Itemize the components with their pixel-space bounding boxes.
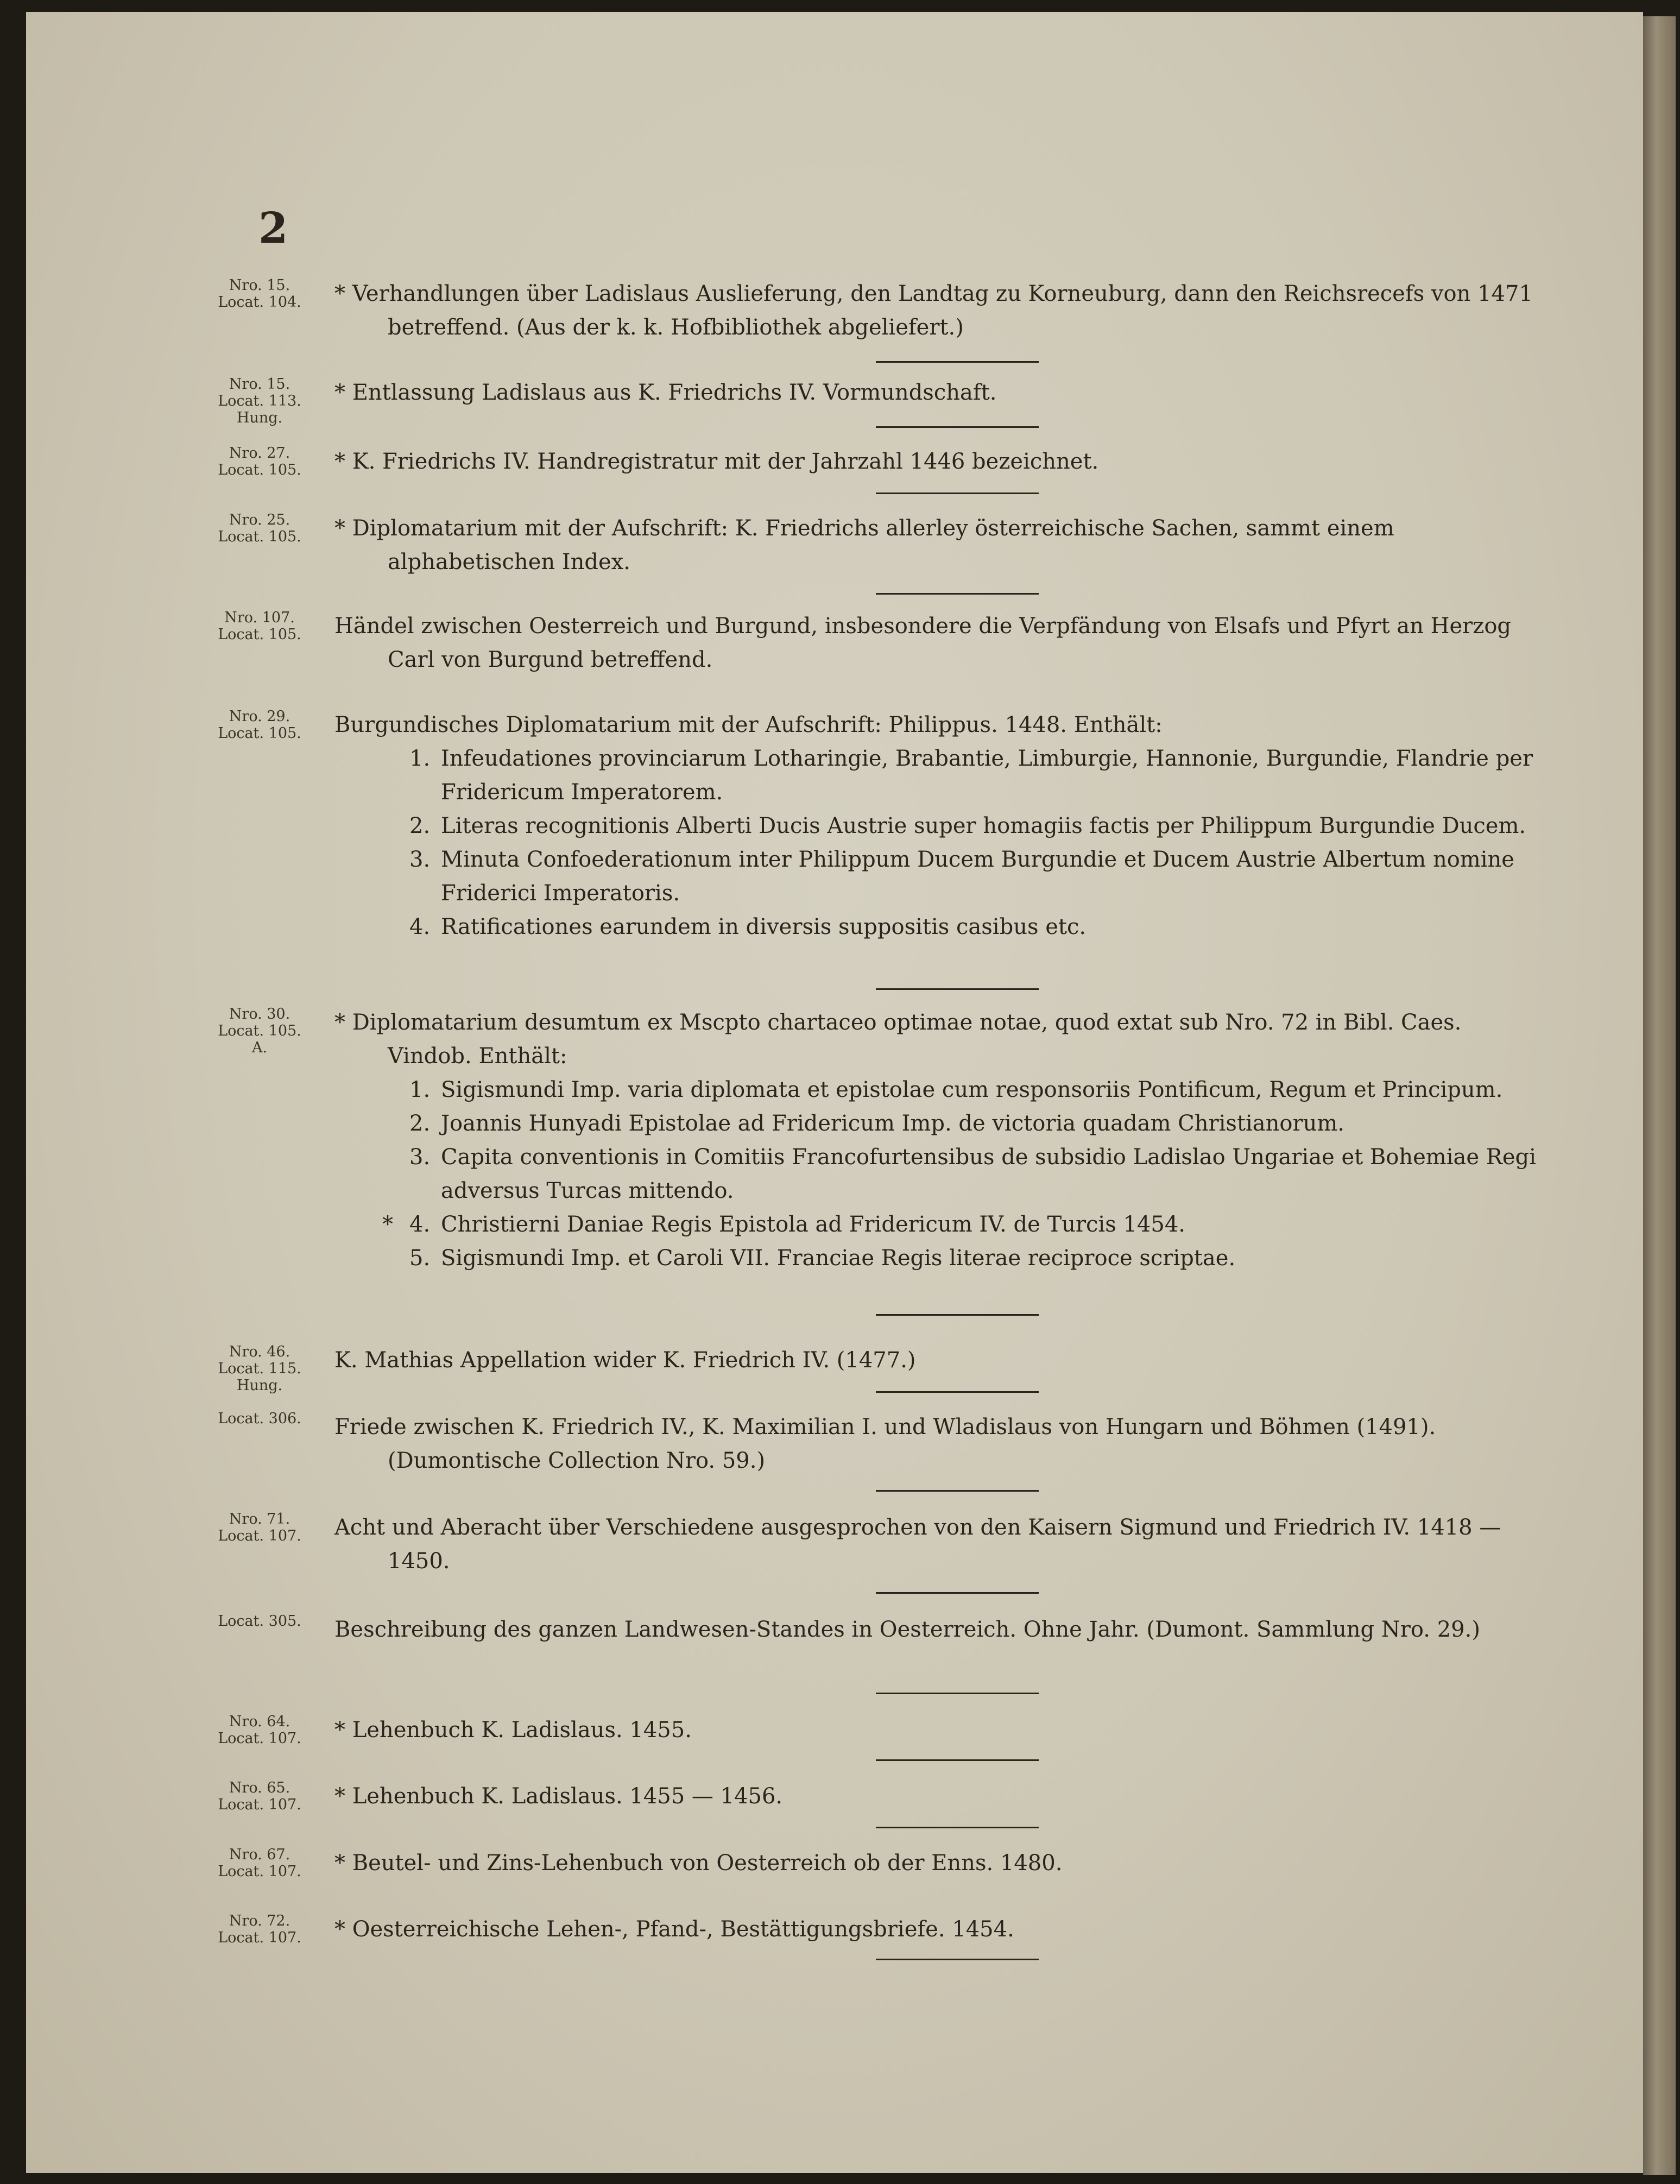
entry-text: Beschreibung des ganzen Landwesen-Standes in Oesterreich. Ohne Jahr. (Dumont. Sammlung Nro. 29.) <box>334 1617 1480 1642</box>
divider-rule <box>876 1490 1039 1492</box>
location-reference: Nro. 65. Locat. 107. <box>218 1779 301 1813</box>
divider-rule <box>876 493 1039 494</box>
entry-text: * Verhandlungen über Ladislaus Auslieferung, den Landtag zu Korneuburg, dann den Reichsrecefs von 1471 betreffend. (Aus der k. k. Hofbibliothek abgeliefert.) <box>334 281 1533 340</box>
adjacent-page-edge <box>1643 16 1676 2175</box>
sub-item: 5. Sigismundi Imp. et Caroli VII. Franciae Regis literae reciproce scriptae. <box>409 1246 1236 1271</box>
location-reference: Nro. 25. Locat. 105. <box>218 512 301 545</box>
sub-item: 1. Sigismundi Imp. varia diplomata et epistolae cum responsoriis Pontificum, Regum et Principum. <box>409 1077 1503 1102</box>
sub-item: 1. Infeudationes provinciarum Lotharingie, Brabantie, Limburgie, Hannonie, Burgundie, Flandrie per Fridericum Imperatorem. <box>409 746 1533 805</box>
location-reference: Nro. 15. Locat. 104. <box>218 277 301 311</box>
entry-text: Acht und Aberacht über Verschiedene ausgesprochen von den Kaisern Sigmund und Friedrich IV. 1418 — 1450. <box>334 1515 1501 1574</box>
entry-text: * Lehenbuch K. Ladislaus. 1455. <box>334 1718 692 1743</box>
entry-intro: * Diplomatarium desumtum ex Mscpto chartaceo optimae notae, quod extat sub Nro. 72 in Bibl. Caes. Vindob. Enthält: <box>334 1010 1462 1069</box>
divider-rule <box>876 426 1039 428</box>
entry-text: * Diplomatarium mit der Aufschrift: K. Friedrichs allerley österreichische Sachen, sammt einem alphabetischen Index. <box>334 516 1394 575</box>
sub-item: 4. Ratificationes earundem in diversis suppositis casibus etc. <box>409 914 1087 939</box>
location-reference: Nro. 64. Locat. 107. <box>218 1713 301 1747</box>
entry-text: Friede zwischen K. Friedrich IV., K. Maximilian I. und Wladislaus von Hungarn und Böhmen (1491). (Dumontische Collection Nro. 59.) <box>334 1415 1436 1473</box>
divider-rule <box>876 1592 1039 1594</box>
document-page <box>26 12 1643 2173</box>
entry-text: Händel zwischen Oesterreich und Burgund, insbesondere die Verpfändung von Elsafs und Pfyrt an Herzog Carl von Burgund betreffend. <box>334 614 1512 672</box>
entry-text: * Entlassung Ladislaus aus K. Friedrichs IV. Vormundschaft. <box>334 380 997 405</box>
divider-rule <box>876 361 1039 363</box>
location-reference: Nro. 71. Locat. 107. <box>218 1511 301 1544</box>
sub-item: 3. Minuta Confoederationum inter Philippum Ducem Burgundie et Ducem Austrie Albertum nomine Friderici Imperatoris. <box>409 847 1514 906</box>
entry-text: K. Mathias Appellation wider K. Friedrich IV. (1477.) <box>334 1348 916 1373</box>
location-reference: Nro. 30. Locat. 105. A. <box>218 1006 301 1056</box>
sub-item: 2. Literas recognitionis Alberti Ducis Austrie super homagiis factis per Philippum Burgundie Ducem. <box>409 813 1526 838</box>
sub-item: 3. Capita conventionis in Comitiis Francofurtensibus de subsidio Ladislao Ungariae et Bohemiae Regi adversus Turcas mittendo. <box>409 1145 1536 1203</box>
location-reference: Nro. 67. Locat. 107. <box>218 1846 301 1880</box>
location-reference: Nro. 27. Locat. 105. <box>218 445 301 478</box>
entry-body <box>334 708 1540 944</box>
entry-intro: Burgundisches Diplomatarium mit der Aufschrift: Philippus. 1448. Enthält: <box>334 712 1163 737</box>
location-reference: Nro. 72. Locat. 107. <box>218 1912 301 1946</box>
entry-text: * Oesterreichische Lehen-, Pfand-, Bestättigungsbriefe. 1454. <box>334 1917 1014 1942</box>
entry-text: * Lehenbuch K. Ladislaus. 1455 — 1456. <box>334 1784 783 1809</box>
sub-item-list <box>334 742 1540 944</box>
divider-rule <box>876 1759 1039 1761</box>
asterisk-marker: * <box>382 1212 393 1237</box>
divider-rule <box>876 1827 1039 1828</box>
divider-rule <box>876 1959 1039 1960</box>
page-number: 2 <box>258 204 288 253</box>
divider-rule <box>876 593 1039 595</box>
location-reference: Locat. 305. <box>218 1613 301 1630</box>
divider-rule <box>876 1391 1039 1393</box>
location-reference: Nro. 107. Locat. 105. <box>218 609 301 643</box>
divider-rule <box>876 1693 1039 1694</box>
divider-rule <box>876 1314 1039 1316</box>
sub-item-list <box>334 1073 1540 1275</box>
location-reference: Nro. 15. Locat. 113. Hung. <box>218 376 301 426</box>
sub-item: * 4. Christierni Daniae Regis Epistola ad Fridericum IV. de Turcis 1454. <box>334 1208 1540 1241</box>
location-reference: Nro. 29. Locat. 105. <box>218 708 301 742</box>
entry-text: * Beutel- und Zins-Lehenbuch von Oesterreich ob der Enns. 1480. <box>334 1851 1063 1876</box>
entry-text: * K. Friedrichs IV. Handregistratur mit der Jahrzahl 1446 bezeichnet. <box>334 449 1099 474</box>
entry-body <box>334 1006 1540 1275</box>
divider-rule <box>876 988 1039 990</box>
location-reference: Nro. 46. Locat. 115. Hung. <box>218 1343 301 1394</box>
location-reference: Locat. 306. <box>218 1410 301 1427</box>
sub-item: 2. Joannis Hunyadi Epistolae ad Fridericum Imp. de victoria quadam Christianorum. <box>409 1111 1345 1136</box>
